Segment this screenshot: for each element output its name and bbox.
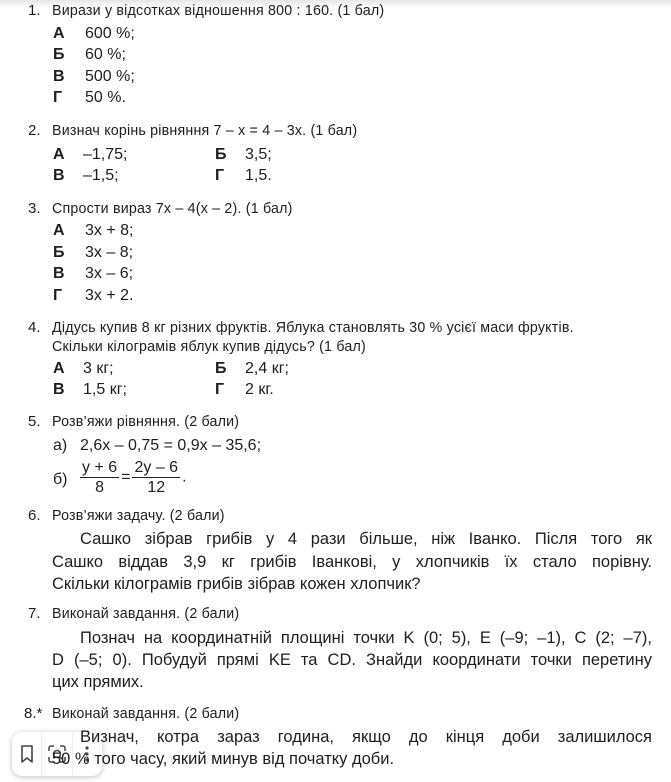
option-value: 3x – 6; [85, 265, 134, 282]
option-value: 3x – 8; [85, 244, 134, 261]
task-text-line: Скільки кілограмів грибів зібрав кожен хлопчик? [52, 575, 421, 593]
fraction [80, 458, 119, 497]
option-letter: Б [215, 146, 227, 163]
option-letter: В [53, 68, 65, 85]
option-value: 600 %; [85, 25, 135, 42]
option-letter: В [53, 167, 65, 184]
option-letter: А [53, 25, 65, 42]
question-text: Виконай завдання. (2 бали) [52, 705, 240, 722]
question-number: 3. [28, 200, 41, 217]
task-text-line: Познач на координатній площині точки K (0; 5), E (–9; –1), C (2; –7), [80, 629, 652, 647]
task-text-line: Визнач, котра зараз година, якщо до кінця доби залишилося [80, 728, 652, 746]
question-text: Виконай завдання. (2 бали) [52, 605, 240, 622]
option-value: 2,4 кг; [245, 360, 289, 377]
question-number: 8.* [24, 705, 43, 722]
option-letter: В [53, 265, 65, 282]
denominator: 12 [147, 479, 166, 496]
option-value: 1,5. [245, 167, 272, 184]
option-value: 3x + 2. [85, 287, 134, 304]
equals-sign: = [121, 468, 131, 486]
question-number: 4. [28, 319, 41, 336]
option-letter: А [53, 360, 65, 377]
option-value: –1,5; [83, 167, 119, 184]
task-text-line: Сашко зібрав грибів у 4 рази більше, ніж Іванко. Після того як [80, 530, 652, 548]
option-value: –1,75; [83, 146, 128, 163]
denominator: 8 [95, 479, 105, 496]
task-text-line: Сашко віддав 3,9 кг грибів Іванкові, у хлопчиків їх стало порівну. [52, 553, 652, 571]
option-value: 3 кг; [83, 360, 114, 377]
option-value: 3,5; [245, 146, 272, 163]
option-letter: Б [53, 46, 65, 63]
option-value: 1,5 кг; [83, 381, 127, 398]
question-text-line: Дідусь купив 8 кг різних фруктів. Яблука становлять 30 % усієї маси фруктів. [52, 319, 574, 336]
question-number: 2. [28, 122, 41, 139]
equation-b [78, 458, 187, 497]
option-value: 3x + 8; [85, 222, 134, 239]
option-letter: Б [53, 244, 65, 261]
option-value: 500 %; [85, 68, 135, 85]
option-letter: Г [53, 287, 63, 304]
option-value: 50 %. [85, 89, 126, 106]
option-value: 60 %; [85, 46, 126, 63]
question-text-line: Скільки кілограмів яблук купив дідусь? (1 бал) [52, 338, 366, 355]
task-text-line: 50 % того часу, який минув від початку доби. [52, 750, 395, 768]
question-text: Визнач корінь рівняння 7 – х = 4 – 3х. (1 бал) [52, 122, 358, 139]
question-text: Вирази у відсотках відношення 800 : 160. (1 бал) [52, 2, 385, 19]
question-number: 7. [28, 605, 41, 622]
option-value: 2 кг. [245, 381, 274, 398]
task-text-line: цих прямих. [52, 673, 144, 691]
question-text: Спрости вираз 7х – 4(х – 2). (1 бал) [52, 200, 293, 217]
question-number: 6. [28, 507, 41, 524]
question-text: Розв’яжи задачу. (2 бали) [52, 507, 225, 524]
question-text: Розв’яжи рівняння. (2 бали) [52, 413, 240, 430]
equation-a: 2,6x – 0,75 = 0,9x – 35,6; [80, 437, 262, 454]
numerator: y + 6 [82, 459, 118, 476]
question-number: 1. [28, 2, 41, 19]
task-text-line: D (–5; 0). Побудуй прямі KE та CD. Знайди координати точки перетину [52, 651, 652, 669]
question-number: 5. [28, 413, 41, 430]
bookmark-button[interactable] [12, 732, 41, 776]
option-letter: А [53, 222, 65, 239]
option-letter: Г [215, 381, 225, 398]
subtask-label: б) [53, 471, 68, 488]
period: . [182, 468, 187, 486]
bookmark-icon [20, 745, 34, 763]
option-letter: Г [215, 167, 225, 184]
option-letter: А [53, 146, 65, 163]
subtask-label: а) [53, 437, 68, 454]
option-letter: В [53, 381, 65, 398]
numerator: 2y – 6 [134, 459, 179, 476]
option-letter: Б [215, 360, 227, 377]
option-letter: Г [53, 89, 63, 106]
fraction [132, 458, 180, 497]
